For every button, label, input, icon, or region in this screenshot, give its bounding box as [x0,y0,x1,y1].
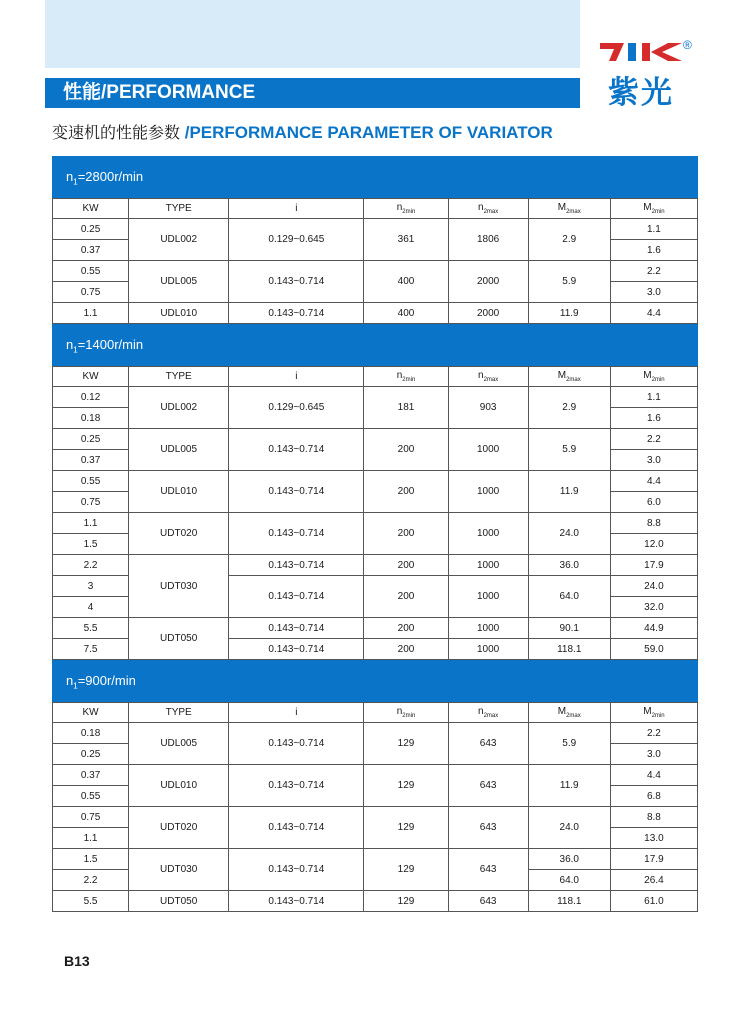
column-header-label: M [643,202,652,213]
kw-cell: 4 [53,597,129,618]
n2min-cell: 400 [364,303,448,324]
ratio-cell: 0.143~0.714 [229,807,364,849]
m2min-cell: 12.0 [610,534,697,555]
kw-cell: 0.37 [53,450,129,471]
table-row [53,618,698,639]
n2min-cell: 129 [364,723,448,765]
m2max-cell: 11.9 [528,471,610,513]
ratio-cell: 0.143~0.714 [229,471,364,513]
column-header [528,367,610,387]
n2max-cell: 643 [448,723,528,765]
m2min-cell: 3.0 [610,450,697,471]
kw-cell: 1.5 [53,849,129,870]
n2max-cell: 643 [448,807,528,849]
column-header [229,199,364,219]
subtitle-en: /PERFORMANCE PARAMETER OF VARIATOR [184,123,553,142]
kw-cell: 1.1 [53,828,129,849]
m2max-cell: 2.9 [528,387,610,429]
type-cell: UDT050 [129,618,229,660]
m2min-cell: 2.2 [610,261,697,282]
column-header-sub: 2min [651,377,665,383]
column-header-label: i [295,707,298,718]
performance-table [52,702,698,912]
table-row [53,891,698,912]
column-header [129,199,229,219]
n2min-cell: 200 [364,513,448,555]
type-cell: UDL005 [129,429,229,471]
column-header [610,703,697,723]
column-header-label: n [396,370,403,381]
ratio-cell: 0.143~0.714 [229,639,364,660]
n2max-cell: 1806 [448,219,528,261]
type-cell: UDT020 [129,807,229,849]
ratio-cell: 0.143~0.714 [229,723,364,765]
m2min-cell: 3.0 [610,744,697,765]
column-header [364,703,448,723]
m2min-cell: 17.9 [610,555,697,576]
m2min-cell: 2.2 [610,429,697,450]
table-row [53,807,698,828]
speed-label-value: =2800r/min [77,169,144,184]
ratio-cell: 0.143~0.714 [229,303,364,324]
n2max-cell: 643 [448,891,528,912]
type-cell: UDT030 [129,849,229,891]
table-row [53,429,698,450]
n2min-cell: 129 [364,849,448,891]
table-row [53,723,698,744]
table-row [53,303,698,324]
ratio-cell: 0.143~0.714 [229,849,364,891]
n2max-cell: 1000 [448,513,528,555]
logo-mark-icon [598,40,684,64]
m2min-cell: 2.2 [610,723,697,744]
column-header [528,703,610,723]
m2max-cell: 90.1 [528,618,610,639]
table-row [53,261,698,282]
m2min-cell: 32.0 [610,597,697,618]
n2min-cell: 200 [364,471,448,513]
column-header [229,703,364,723]
m2min-cell: 61.0 [610,891,697,912]
page-number: B13 [64,953,90,969]
column-header [53,367,129,387]
n2min-cell: 400 [364,261,448,303]
column-header-label: TYPE [165,203,192,214]
m2min-cell: 8.8 [610,807,697,828]
m2max-cell: 118.1 [528,891,610,912]
kw-cell: 0.18 [53,723,129,744]
n2min-cell: 129 [364,807,448,849]
n2min-cell: 129 [364,891,448,912]
table-row [53,471,698,492]
n2min-cell: 200 [364,576,448,618]
kw-cell: 0.25 [53,219,129,240]
column-header-label: KW [82,203,99,214]
table-row [53,849,698,870]
kw-cell: 0.75 [53,807,129,828]
kw-cell: 0.12 [53,387,129,408]
type-cell: UDL005 [129,261,229,303]
m2min-cell: 59.0 [610,639,697,660]
m2min-cell: 1.6 [610,408,697,429]
kw-cell: 0.25 [53,744,129,765]
n2max-cell: 1000 [448,471,528,513]
m2max-cell: 118.1 [528,639,610,660]
type-cell: UDL010 [129,303,229,324]
m2max-cell: 24.0 [528,807,610,849]
n2min-cell: 181 [364,387,448,429]
m2max-cell: 2.9 [528,219,610,261]
speed-label-prefix: n [66,337,74,352]
column-header-label: n [396,202,403,213]
registered-mark: ® [683,38,692,52]
column-header [229,367,364,387]
column-header [53,703,129,723]
kw-cell: 0.18 [53,408,129,429]
column-header [448,367,528,387]
kw-cell: 3 [53,576,129,597]
performance-table [52,198,698,324]
ratio-cell: 0.143~0.714 [229,891,364,912]
column-header-label: M [643,706,652,717]
type-cell: UDT020 [129,513,229,555]
section-title: 性能/PERFORMANCE [63,82,256,103]
kw-cell: 1.5 [53,534,129,555]
column-header [129,703,229,723]
n2min-cell: 200 [364,618,448,639]
m2max-cell: 24.0 [528,513,610,555]
column-header-sub: 2max [483,209,499,215]
m2min-cell: 44.9 [610,618,697,639]
speed-label-sub: 1 [73,345,78,355]
ratio-cell: 0.143~0.714 [229,261,364,303]
speed-label-prefix: n [66,169,74,184]
type-cell: UDL002 [129,219,229,261]
column-header-label: n [478,202,484,213]
n2max-cell: 643 [448,849,528,891]
ratio-cell: 0.143~0.714 [229,429,364,471]
column-header-label: M [643,370,652,381]
m2max-cell: 5.9 [528,723,610,765]
kw-cell: 0.55 [53,261,129,282]
column-header-label: KW [82,371,99,382]
speed-label-prefix: n [66,673,74,688]
type-cell: UDL010 [129,765,229,807]
column-header-label: M [557,706,567,717]
m2min-cell: 26.4 [610,870,697,891]
n2min-cell: 200 [364,555,448,576]
m2max-cell: 36.0 [528,555,610,576]
column-header-label: n [478,370,484,381]
n2min-cell: 361 [364,219,448,261]
m2min-cell: 6.0 [610,492,697,513]
subtitle-cn: 变速机的性能参数 [52,123,181,142]
kw-cell: 2.2 [53,870,129,891]
m2min-cell: 17.9 [610,849,697,870]
m2max-cell: 36.0 [528,849,610,870]
ratio-cell: 0.143~0.714 [229,513,364,555]
n2max-cell: 2000 [448,303,528,324]
speed-label-value: =1400r/min [77,337,144,352]
n2max-cell: 2000 [448,261,528,303]
speed-label-sub: 1 [73,177,78,187]
ratio-cell: 0.143~0.714 [229,555,364,576]
column-header-sub: 2max [483,713,499,719]
kw-cell: 1.1 [53,513,129,534]
m2max-cell: 5.9 [528,429,610,471]
kw-cell: 2.2 [53,555,129,576]
n2max-cell: 1000 [448,555,528,576]
column-header [448,703,528,723]
kw-cell: 5.5 [53,618,129,639]
type-cell: UDT030 [129,555,229,618]
ratio-cell: 0.143~0.714 [229,765,364,807]
m2min-cell: 13.0 [610,828,697,849]
performance-table [52,366,698,660]
m2max-cell: 11.9 [528,765,610,807]
kw-cell: 1.1 [53,303,129,324]
column-header-sub: 2max [566,713,581,719]
kw-cell: 0.75 [53,282,129,303]
column-header-label: TYPE [165,371,192,382]
m2min-cell: 1.1 [610,387,697,408]
n2min-cell: 129 [364,765,448,807]
performance-tables [52,156,698,912]
kw-cell: 7.5 [53,639,129,660]
column-header-sub: 2max [566,377,581,383]
column-header-label: i [295,203,298,214]
kw-cell: 0.25 [53,429,129,450]
column-header-sub: 2max [483,377,499,383]
m2min-cell: 1.1 [610,219,697,240]
table-row [53,765,698,786]
table-row [53,555,698,576]
column-header [610,199,697,219]
n2max-cell: 1000 [448,429,528,471]
table-row [53,513,698,534]
column-header-sub: 2max [566,209,581,215]
column-header-label: i [295,371,298,382]
speed-section-header [52,660,698,702]
table-row [53,387,698,408]
m2max-cell: 64.0 [528,870,610,891]
column-header-sub: 2min [651,209,665,215]
speed-label-sub: 1 [73,681,78,691]
page-subtitle [52,120,553,143]
brand-name: 紫光 [608,75,674,111]
kw-cell: 0.37 [53,240,129,261]
column-header [610,367,697,387]
n2max-cell: 1000 [448,618,528,639]
column-header-sub: 2min [402,377,416,383]
header-banner [45,0,580,68]
ratio-cell: 0.143~0.714 [229,618,364,639]
ratio-cell: 0.129~0.645 [229,219,364,261]
table-header-row [53,367,698,387]
table-header-row [53,199,698,219]
m2max-cell: 5.9 [528,261,610,303]
kw-cell: 0.55 [53,786,129,807]
column-header-label: n [478,706,484,717]
table-header-row [53,703,698,723]
column-header [129,367,229,387]
type-cell: UDL005 [129,723,229,765]
speed-section-header [52,324,698,366]
column-header [364,199,448,219]
company-logo [598,40,698,110]
column-header [448,199,528,219]
m2max-cell: 64.0 [528,576,610,618]
n2min-cell: 200 [364,429,448,471]
type-cell: UDT050 [129,891,229,912]
n2max-cell: 903 [448,387,528,429]
n2max-cell: 1000 [448,576,528,618]
column-header-label: M [557,370,567,381]
column-header-sub: 2min [651,713,665,719]
type-cell: UDL002 [129,387,229,429]
n2max-cell: 1000 [448,639,528,660]
m2min-cell: 24.0 [610,576,697,597]
kw-cell: 0.75 [53,492,129,513]
column-header-label: KW [82,707,99,718]
n2max-cell: 643 [448,765,528,807]
section-title-bar [45,78,580,108]
table-row [53,219,698,240]
column-header [364,367,448,387]
m2min-cell: 6.8 [610,786,697,807]
n2min-cell: 200 [364,639,448,660]
m2min-cell: 4.4 [610,471,697,492]
kw-cell: 5.5 [53,891,129,912]
column-header [528,199,610,219]
m2max-cell: 11.9 [528,303,610,324]
ratio-cell: 0.143~0.714 [229,576,364,618]
column-header [53,199,129,219]
kw-cell: 0.37 [53,765,129,786]
column-header-sub: 2min [402,209,416,215]
m2min-cell: 3.0 [610,282,697,303]
type-cell: UDL010 [129,471,229,513]
m2min-cell: 4.4 [610,765,697,786]
kw-cell: 0.55 [53,471,129,492]
m2min-cell: 1.6 [610,240,697,261]
speed-label-value: =900r/min [77,673,136,688]
ratio-cell: 0.129~0.645 [229,387,364,429]
column-header-label: n [396,706,403,717]
column-header-sub: 2min [402,713,416,719]
m2min-cell: 4.4 [610,303,697,324]
m2min-cell: 8.8 [610,513,697,534]
speed-section-header [52,156,698,198]
column-header-label: TYPE [165,707,192,718]
column-header-label: M [557,202,567,213]
